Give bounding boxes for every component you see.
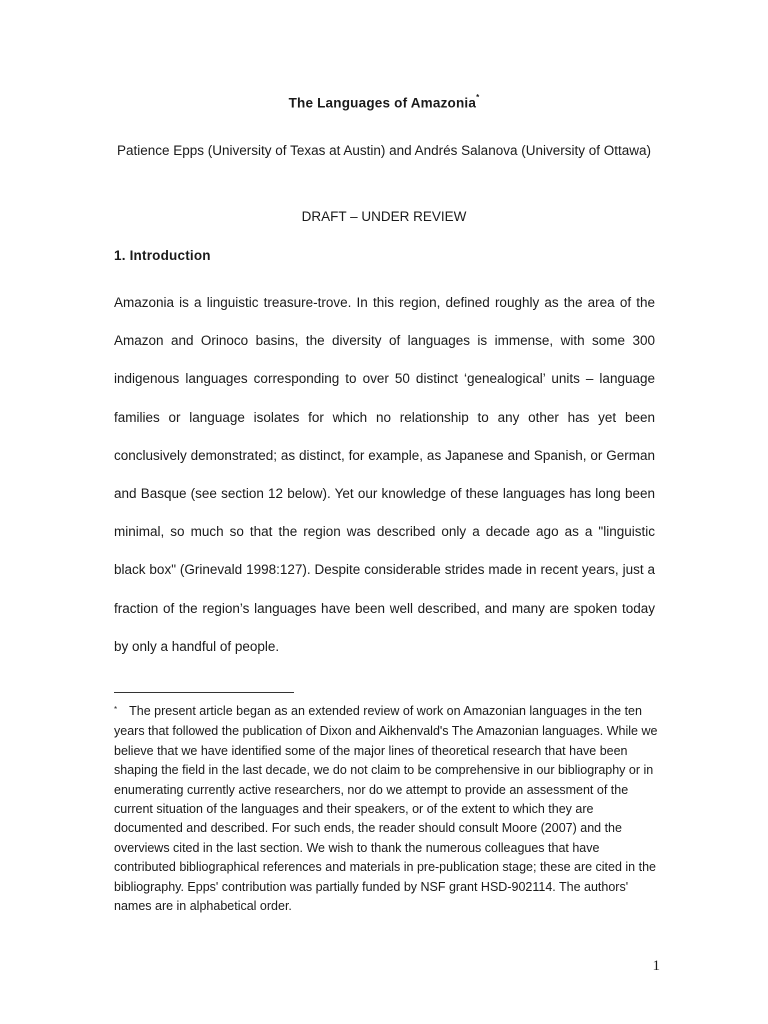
title-footnote-marker: * — [476, 93, 480, 102]
footnote-marker: * — [114, 705, 118, 714]
footnote-text: The present article began as an extended review of work on Amazonian languages in the ten years that followed the publication of Dixon and Aikhenvald's The Amazonian languages. While we believe that we have identified some of the major lines of theoretical research that have been shaping the field in the last decade, we do not claim to be comprehensive in our bibliography or in enumerating currently active researchers, nor do we attempt to provide an assessment of the current situation of the languages and their speakers, or of the extent to which they are documented and described. For such ends, the reader should consult Moore (2007) and the overviews cited in the last section. We wish to thank the numerous colleagues that have contributed bibliographical references and materials in pre-publication stage; these are cited in the bibliography. Epps' contribution was partially funded by NSF grant HSD-902114. The authors' names are in alphabetical order. — [114, 704, 658, 914]
title-text: The Languages of Amazonia — [288, 95, 477, 111]
intro-paragraph: Amazonia is a linguistic treasure-trove. In this region, defined roughly as the area of the Amazon and Orinoco basins, the diversity of languages is immense, with some 300 indigenous languages corresponding to over 50 distinct ‘genealogical’ units – language families or language isolates for which no relationship to any other has yet been conclusively demonstrated; as distinct, for example, as Japanese and Spanish, or German and Basque (see section 12 below). Yet our knowledge of these languages has long been minimal, so much so that the region was described only a decade ago as a "linguistic black box" (Grinevald 1998:127). Despite considerable strides made in recent years, just a fraction of the region’s languages have been well described, and many are spoken today by only a handful of people. — [114, 295, 655, 654]
document-title — [0, 95, 768, 111]
authors-line: Patience Epps (University of Texas at Austin) and Andrés Salanova (University of Ottawa) — [116, 143, 651, 158]
footnote-divider — [114, 692, 294, 693]
page-number: 1 — [652, 958, 660, 974]
footnote — [114, 702, 659, 916]
section-heading: 1. Introduction — [114, 248, 211, 263]
draft-status: DRAFT – UNDER REVIEW — [301, 209, 467, 224]
